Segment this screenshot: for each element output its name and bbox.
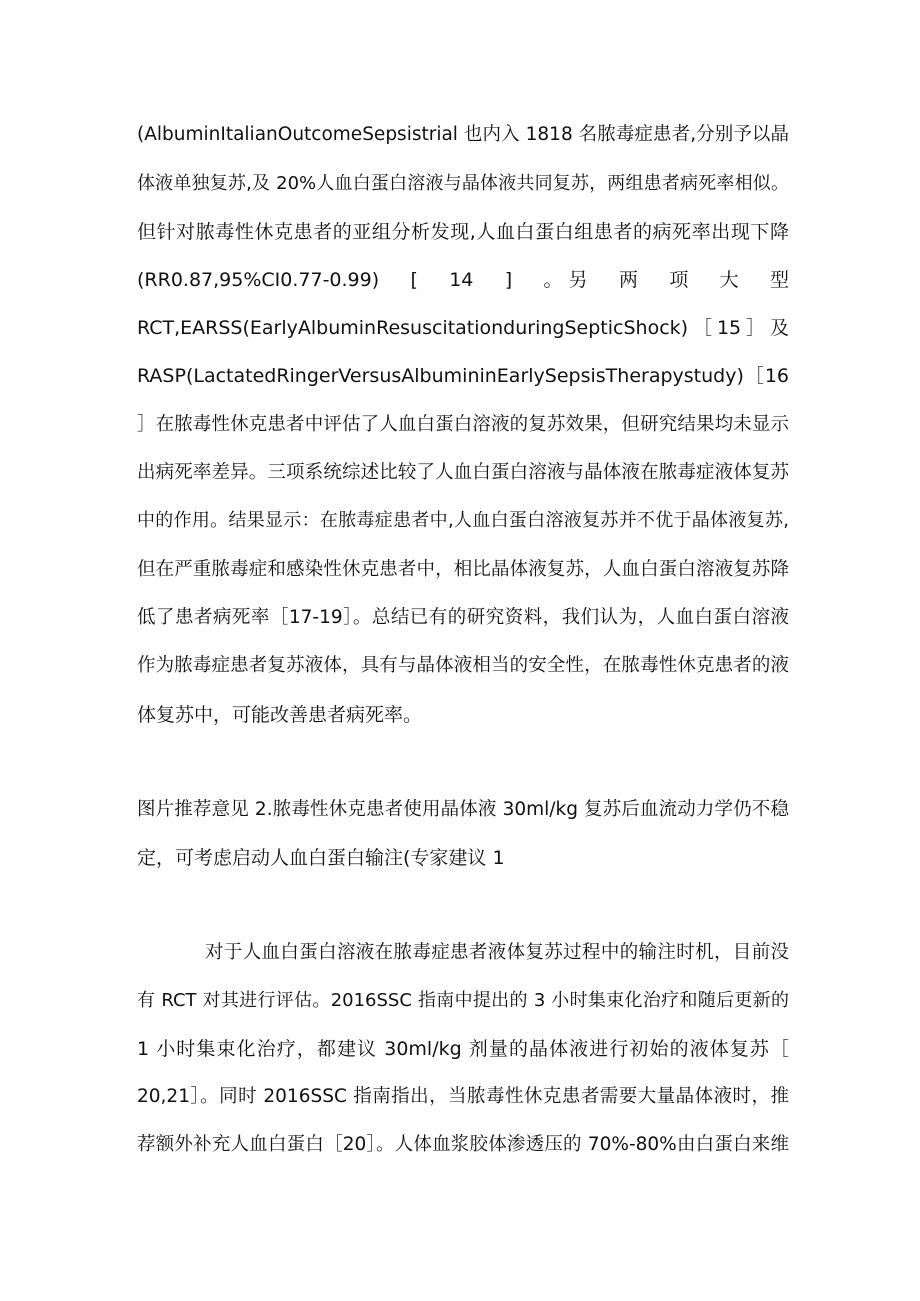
paragraph1-line-8: 出病死率差异。三项系统综述比较了人血白蛋白溶液与晶体液在脓毒症液体复苏 [137,462,789,483]
paragraph1-line-11: 低了患者病死率［17-19］。总结已有的研究资料，我们认为，人血白蛋白溶液 [137,607,789,628]
paragraph2-line-1: 对于人血白蛋白溶液在脓毒症患者液体复苏过程中的输注时机，目前没 [205,942,789,963]
paragraph1-line-2: 体液单独复苏,及 20%人血白蛋白溶液与晶体液共同复苏，两组患者病死率相似。 [137,173,789,194]
paragraph2-line-2: 有 RCT 对其进行评估。2016SSC 指南中提出的 3 小时集束化治疗和随后更新的 [137,990,789,1011]
recommendation-line-2: 定，可考虑启动人血白蛋白输注(专家建议 1 [137,847,505,869]
recommendation-line-1: 图片推荐意见 2.脓毒性休克患者使用晶体液 30ml/kg 复苏后血流动力学仍不稳 [137,799,789,820]
paragraph1-line-5: RCT,EARSS(EarlyAlbuminResuscitationduringSepticShock)［15］及 [137,317,789,339]
paragraph1-line-7: ］在脓毒性休克患者中评估了人血白蛋白溶液的复苏效果，但研究结果均未显示 [137,414,789,435]
paragraph1-line-9: 中的作用。结果显示：在脓毒症患者中,人血白蛋白溶液复苏并不优于晶体液复苏, [137,510,789,531]
paragraph1-line-3: 但针对脓毒性休克患者的亚组分析发现,人血白蛋白组患者的病死率出现下降 [137,221,789,243]
paragraph2-line-5: 荐额外补充人血白蛋白［20］。人体血浆胶体渗透压的 70%-80%由白蛋白来维 [137,1134,789,1155]
paragraph2-line-4: 20,21］。同时 2016SSC 指南指出，当脓毒性休克患者需要大量晶体液时，推 [137,1086,789,1107]
paragraph1-line-6: RASP(LactatedRingerVersusAlbumininEarlySepsisTherapystudy)［16 [137,365,789,387]
paragraph1-line-4: (RR0.87,95%CI0.77-0.99) [ 14 ] 。另 两 项 大 型 [137,269,789,291]
paragraph1-line-1: (AlbuminItalianOutcomeSepsistrial 也内入 1818 名脓毒症患者,分别予以晶 [137,124,789,145]
paragraph1-line-10: 但在严重脓毒症和感染性休克患者中，相比晶体液复苏，人血白蛋白溶液复苏降 [137,559,789,580]
paragraph1-line-13: 体复苏中，可能改善患者病死率。 [137,704,423,726]
paragraph2-line-3: 1 小时集束化治疗，都建议 30ml/kg 剂量的晶体液进行初始的液体复苏［ [137,1038,789,1060]
paragraph1-line-12: 作为脓毒症患者复苏液体，具有与晶体液相当的安全性，在脓毒性休克患者的液 [137,655,789,676]
